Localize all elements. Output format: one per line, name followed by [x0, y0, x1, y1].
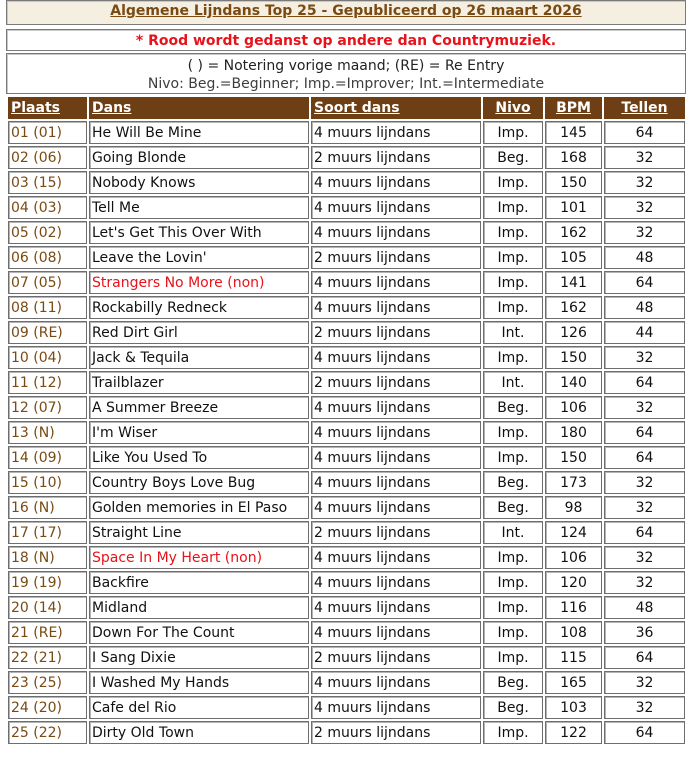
cell-bpm: 105 — [545, 246, 602, 269]
table-row — [8, 571, 685, 594]
cell-dans: Cafe del Rio — [89, 696, 309, 719]
cell-tellen: 32 — [604, 571, 685, 594]
cell-soort-dans: 2 muurs lijndans — [311, 721, 481, 744]
cell-dans: Rockabilly Redneck — [89, 296, 309, 319]
cell-dans: Trailblazer — [89, 371, 309, 394]
cell-bpm: 124 — [545, 521, 602, 544]
table-row — [8, 296, 685, 319]
cell-tellen: 64 — [604, 271, 685, 294]
cell-dans: Jack & Tequila — [89, 346, 309, 369]
cell-nivo: Beg. — [483, 471, 543, 494]
cell-soort-dans: 4 muurs lijndans — [311, 671, 481, 694]
cell-soort-dans: 4 muurs lijndans — [311, 571, 481, 594]
table-row — [8, 171, 685, 194]
cell-plaats: 13 (N) — [8, 421, 87, 444]
cell-soort-dans: 2 muurs lijndans — [311, 371, 481, 394]
cell-plaats: 16 (N) — [8, 496, 87, 519]
cell-dans: Space In My Heart (non) — [89, 546, 309, 569]
cell-nivo: Beg. — [483, 496, 543, 519]
cell-soort-dans: 2 muurs lijndans — [311, 146, 481, 169]
note-box — [6, 29, 686, 51]
cell-nivo: Beg. — [483, 671, 543, 694]
table-row — [8, 646, 685, 669]
cell-dans: I'm Wiser — [89, 421, 309, 444]
legend-notation: ( ) = Notering vorige maand; (RE) = Re Entry — [187, 58, 505, 74]
table-row — [8, 121, 685, 144]
cell-dans: Backfire — [89, 571, 309, 594]
cell-dans: Tell Me — [89, 196, 309, 219]
cell-tellen: 32 — [604, 171, 685, 194]
cell-soort-dans: 4 muurs lijndans — [311, 621, 481, 644]
cell-tellen: 32 — [604, 346, 685, 369]
cell-soort-dans: 2 muurs lijndans — [311, 521, 481, 544]
cell-tellen: 64 — [604, 521, 685, 544]
cell-bpm: 168 — [545, 146, 602, 169]
col-header-nivo[interactable]: Nivo — [483, 97, 543, 119]
table-row — [8, 471, 685, 494]
cell-nivo: Beg. — [483, 146, 543, 169]
cell-tellen: 32 — [604, 546, 685, 569]
cell-dans: Down For The Count — [89, 621, 309, 644]
cell-plaats: 05 (02) — [8, 221, 87, 244]
cell-tellen: 44 — [604, 321, 685, 344]
cell-bpm: 126 — [545, 321, 602, 344]
table-row — [8, 396, 685, 419]
table-row — [8, 721, 685, 744]
cell-soort-dans: 4 muurs lijndans — [311, 271, 481, 294]
cell-dans: Strangers No More (non) — [89, 271, 309, 294]
cell-plaats: 03 (15) — [8, 171, 87, 194]
cell-nivo: Imp. — [483, 571, 543, 594]
cell-plaats: 07 (05) — [8, 271, 87, 294]
cell-bpm: 106 — [545, 396, 602, 419]
table-row — [8, 546, 685, 569]
cell-dans: Red Dirt Girl — [89, 321, 309, 344]
cell-tellen: 64 — [604, 121, 685, 144]
cell-bpm: 108 — [545, 621, 602, 644]
cell-nivo: Imp. — [483, 546, 543, 569]
table-row — [8, 321, 685, 344]
cell-bpm: 120 — [545, 571, 602, 594]
cell-soort-dans: 4 muurs lijndans — [311, 446, 481, 469]
color-note: * Rood wordt gedanst op andere dan Countrymuziek. — [135, 33, 557, 49]
cell-dans: A Summer Breeze — [89, 396, 309, 419]
cell-nivo: Int. — [483, 371, 543, 394]
cell-bpm: 101 — [545, 196, 602, 219]
cell-dans: Country Boys Love Bug — [89, 471, 309, 494]
cell-bpm: 150 — [545, 346, 602, 369]
cell-tellen: 32 — [604, 671, 685, 694]
cell-tellen: 32 — [604, 146, 685, 169]
cell-dans: Going Blonde — [89, 146, 309, 169]
cell-tellen: 64 — [604, 646, 685, 669]
cell-tellen: 32 — [604, 696, 685, 719]
cell-nivo: Beg. — [483, 396, 543, 419]
cell-bpm: 150 — [545, 171, 602, 194]
cell-tellen: 64 — [604, 371, 685, 394]
cell-soort-dans: 4 muurs lijndans — [311, 171, 481, 194]
cell-dans: He Will Be Mine — [89, 121, 309, 144]
cell-bpm: 162 — [545, 296, 602, 319]
cell-soort-dans: 2 muurs lijndans — [311, 646, 481, 669]
cell-soort-dans: 4 muurs lijndans — [311, 496, 481, 519]
cell-bpm: 140 — [545, 371, 602, 394]
cell-plaats: 17 (17) — [8, 521, 87, 544]
page-title: Algemene Lijndans Top 25 - Gepubliceerd op 26 maart 2026 — [110, 3, 582, 19]
cell-nivo: Imp. — [483, 171, 543, 194]
cell-plaats: 12 (07) — [8, 396, 87, 419]
cell-bpm: 122 — [545, 721, 602, 744]
cell-dans: I Washed My Hands — [89, 671, 309, 694]
cell-bpm: 180 — [545, 421, 602, 444]
cell-plaats: 18 (N) — [8, 546, 87, 569]
cell-nivo: Beg. — [483, 696, 543, 719]
table-row — [8, 271, 685, 294]
cell-tellen: 36 — [604, 621, 685, 644]
cell-dans: Leave the Lovin' — [89, 246, 309, 269]
cell-soort-dans: 4 muurs lijndans — [311, 346, 481, 369]
legend-box — [6, 53, 686, 94]
cell-soort-dans: 4 muurs lijndans — [311, 596, 481, 619]
cell-soort-dans: 4 muurs lijndans — [311, 471, 481, 494]
cell-soort-dans: 4 muurs lijndans — [311, 121, 481, 144]
cell-plaats: 22 (21) — [8, 646, 87, 669]
cell-bpm: 106 — [545, 546, 602, 569]
cell-plaats: 25 (22) — [8, 721, 87, 744]
title-box — [6, 0, 686, 25]
table-row — [8, 521, 685, 544]
cell-nivo: Imp. — [483, 121, 543, 144]
legend-levels: Nivo: Beg.=Beginner; Imp.=Improver; Int.=Intermediate — [147, 76, 545, 92]
cell-soort-dans: 4 muurs lijndans — [311, 196, 481, 219]
cell-plaats: 10 (04) — [8, 346, 87, 369]
cell-dans: Nobody Knows — [89, 171, 309, 194]
table-header-row — [8, 97, 685, 119]
cell-bpm: 145 — [545, 121, 602, 144]
cell-bpm: 98 — [545, 496, 602, 519]
cell-nivo: Imp. — [483, 196, 543, 219]
table-row — [8, 146, 685, 169]
cell-tellen: 32 — [604, 396, 685, 419]
cell-nivo: Imp. — [483, 221, 543, 244]
table-row — [8, 196, 685, 219]
cell-nivo: Imp. — [483, 621, 543, 644]
cell-soort-dans: 4 muurs lijndans — [311, 296, 481, 319]
col-header-dans[interactable]: Dans — [89, 97, 309, 119]
table-row — [8, 246, 685, 269]
cell-tellen: 64 — [604, 421, 685, 444]
cell-plaats: 15 (10) — [8, 471, 87, 494]
cell-soort-dans: 2 muurs lijndans — [311, 246, 481, 269]
cell-soort-dans: 4 muurs lijndans — [311, 421, 481, 444]
col-header-bpm[interactable]: BPM — [545, 97, 602, 119]
cell-tellen: 48 — [604, 246, 685, 269]
cell-dans: Dirty Old Town — [89, 721, 309, 744]
cell-plaats: 20 (14) — [8, 596, 87, 619]
cell-nivo: Imp. — [483, 246, 543, 269]
cell-tellen: 32 — [604, 221, 685, 244]
cell-tellen: 64 — [604, 446, 685, 469]
cell-dans: I Sang Dixie — [89, 646, 309, 669]
cell-dans: Golden memories in El Paso — [89, 496, 309, 519]
cell-bpm: 162 — [545, 221, 602, 244]
cell-tellen: 32 — [604, 496, 685, 519]
cell-dans: Straight Line — [89, 521, 309, 544]
table-row — [8, 671, 685, 694]
table-row — [8, 421, 685, 444]
cell-bpm: 165 — [545, 671, 602, 694]
table-row — [8, 596, 685, 619]
cell-plaats: 24 (20) — [8, 696, 87, 719]
cell-plaats: 08 (11) — [8, 296, 87, 319]
cell-plaats: 02 (06) — [8, 146, 87, 169]
cell-nivo: Imp. — [483, 346, 543, 369]
cell-plaats: 01 (01) — [8, 121, 87, 144]
table-row — [8, 346, 685, 369]
cell-nivo: Imp. — [483, 296, 543, 319]
cell-dans: Midland — [89, 596, 309, 619]
cell-tellen: 48 — [604, 296, 685, 319]
table-row — [8, 221, 685, 244]
cell-tellen: 32 — [604, 196, 685, 219]
cell-bpm: 116 — [545, 596, 602, 619]
table-row — [8, 696, 685, 719]
table-body — [8, 121, 685, 744]
cell-plaats: 04 (03) — [8, 196, 87, 219]
cell-tellen: 48 — [604, 596, 685, 619]
cell-nivo: Imp. — [483, 421, 543, 444]
cell-plaats: 19 (19) — [8, 571, 87, 594]
cell-nivo: Imp. — [483, 721, 543, 744]
table-row — [8, 371, 685, 394]
cell-plaats: 14 (09) — [8, 446, 87, 469]
cell-tellen: 32 — [604, 471, 685, 494]
table-row — [8, 621, 685, 644]
cell-tellen: 64 — [604, 721, 685, 744]
cell-dans: Let's Get This Over With — [89, 221, 309, 244]
cell-bpm: 173 — [545, 471, 602, 494]
cell-soort-dans: 4 muurs lijndans — [311, 546, 481, 569]
cell-soort-dans: 4 muurs lijndans — [311, 221, 481, 244]
top25-table — [6, 95, 687, 746]
cell-bpm: 115 — [545, 646, 602, 669]
cell-nivo: Imp. — [483, 446, 543, 469]
cell-nivo: Int. — [483, 321, 543, 344]
cell-plaats: 06 (08) — [8, 246, 87, 269]
cell-nivo: Int. — [483, 521, 543, 544]
cell-plaats: 21 (RE) — [8, 621, 87, 644]
col-header-plaats[interactable]: Plaats — [8, 97, 87, 119]
cell-nivo: Imp. — [483, 271, 543, 294]
cell-plaats: 11 (12) — [8, 371, 87, 394]
table-row — [8, 446, 685, 469]
cell-nivo: Imp. — [483, 596, 543, 619]
cell-bpm: 150 — [545, 446, 602, 469]
col-header-soort-dans[interactable]: Soort dans — [311, 97, 481, 119]
cell-dans: Like You Used To — [89, 446, 309, 469]
cell-soort-dans: 4 muurs lijndans — [311, 696, 481, 719]
cell-bpm: 103 — [545, 696, 602, 719]
cell-bpm: 141 — [545, 271, 602, 294]
cell-plaats: 09 (RE) — [8, 321, 87, 344]
table-row — [8, 496, 685, 519]
cell-nivo: Imp. — [483, 646, 543, 669]
cell-plaats: 23 (25) — [8, 671, 87, 694]
col-header-tellen[interactable]: Tellen — [604, 97, 685, 119]
cell-soort-dans: 4 muurs lijndans — [311, 396, 481, 419]
cell-soort-dans: 2 muurs lijndans — [311, 321, 481, 344]
